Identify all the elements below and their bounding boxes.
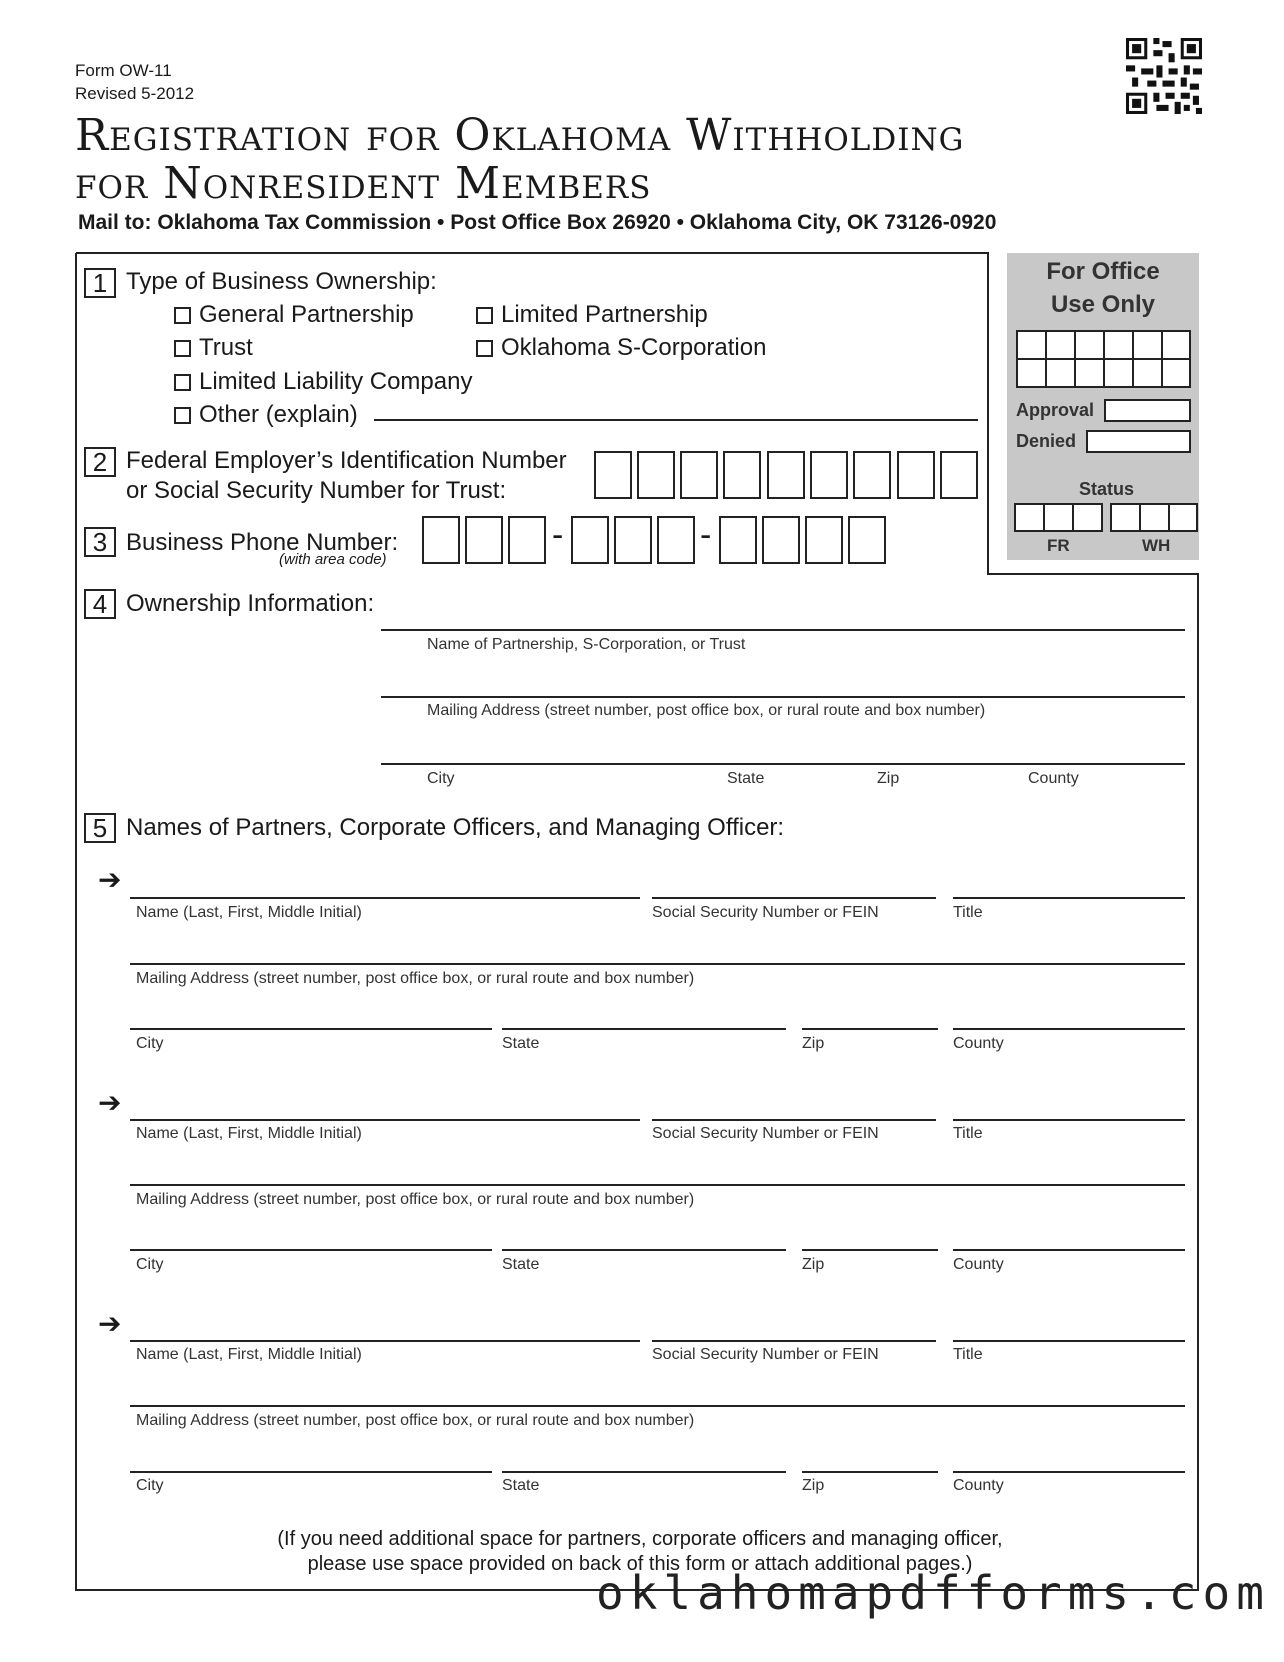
office-cell (1161, 330, 1191, 360)
checkbox[interactable] (174, 407, 191, 424)
option-general-partnership[interactable]: General Partnership (174, 301, 414, 329)
partner-3-ssn-caption: Social Security Number or FEIN (652, 1346, 879, 1363)
fein-digit-box[interactable] (637, 451, 675, 499)
office-cell (1045, 358, 1076, 388)
phone-digit-box[interactable] (805, 516, 843, 564)
partner-2-name-caption: Name (Last, First, Middle Initial) (136, 1125, 362, 1142)
checkbox[interactable] (476, 307, 493, 324)
partner-1-title-caption: Title (953, 904, 983, 921)
fein-digit-box[interactable] (680, 451, 718, 499)
partner-3-county-line[interactable] (953, 1471, 1185, 1473)
partner-3-zip-line[interactable] (802, 1471, 938, 1473)
phone-digit-box[interactable] (848, 516, 886, 564)
arrow-right-icon: ➔ (98, 864, 122, 895)
form-number: Form OW-11 (75, 61, 172, 80)
phone-digit-box[interactable] (571, 516, 609, 564)
office-approval-field (1104, 399, 1191, 422)
partner-1-county-caption: County (953, 1035, 1004, 1052)
partner-3-state-line[interactable] (502, 1471, 786, 1473)
phone-digit-box[interactable] (422, 516, 460, 564)
partner-3-city-line[interactable] (130, 1471, 492, 1473)
office-cell (1132, 358, 1163, 388)
partner-1-county-line[interactable] (953, 1028, 1185, 1030)
office-status-cell (1139, 503, 1170, 532)
office-denied-label: Denied (1016, 431, 1077, 451)
section-1-label: Type of Business Ownership: (126, 268, 437, 295)
partner-1-city-caption: City (136, 1035, 164, 1052)
partner-1-address-caption: Mailing Address (street number, post office box, or rural route and box number) (136, 970, 695, 987)
entity-city-line[interactable] (381, 763, 1185, 765)
entity-city-caption: City (427, 770, 455, 787)
partner-1-address-line[interactable] (130, 963, 1185, 965)
section-1-number: 1 (84, 268, 116, 298)
phone-digit-box[interactable] (762, 516, 800, 564)
checkbox[interactable] (174, 374, 191, 391)
partner-2-city-line[interactable] (130, 1249, 492, 1251)
revision-date: Revised 5-2012 (75, 84, 195, 103)
fein-digit-box[interactable] (940, 451, 978, 499)
partner-2-state-caption: State (502, 1256, 540, 1273)
office-wh-label: WH (1142, 536, 1171, 555)
office-cell (1132, 330, 1163, 360)
entity-name-caption: Name of Partnership, S-Corporation, or Trust (427, 636, 746, 653)
option-oklahoma-s-corporation[interactable]: Oklahoma S-Corporation (476, 334, 766, 362)
office-status-cell (1072, 503, 1103, 532)
fein-digit-box[interactable] (897, 451, 935, 499)
partner-1-name-caption: Name (Last, First, Middle Initial) (136, 904, 362, 921)
office-status-cell (1168, 503, 1198, 532)
entity-address-line[interactable] (381, 696, 1185, 698)
fein-digit-box[interactable] (767, 451, 805, 499)
office-denied-field (1086, 430, 1191, 453)
additional-space-note-line2: please use space provided on back of this form or attach additional pages.) (307, 1553, 973, 1575)
partner-2-title-line[interactable] (953, 1119, 1185, 1121)
partner-2-ssn-line[interactable] (652, 1119, 936, 1121)
partner-2-county-caption: County (953, 1256, 1004, 1273)
office-cell (1016, 330, 1047, 360)
option-trust[interactable]: Trust (174, 334, 253, 362)
section-2-label-line1: Federal Employer’s Identification Number (126, 447, 567, 474)
watermark: oklahomapdfforms.com (596, 1566, 1270, 1620)
partner-1-zip-caption: Zip (802, 1035, 825, 1052)
partner-3-title-caption: Title (953, 1346, 983, 1363)
office-cell (1074, 330, 1105, 360)
entity-state-caption: State (727, 770, 765, 787)
office-cell (1016, 358, 1047, 388)
section-2-label-line2: or Social Security Number for Trust: (126, 477, 507, 504)
phone-digit-box[interactable] (719, 516, 757, 564)
office-cell (1045, 330, 1076, 360)
partner-2-zip-line[interactable] (802, 1249, 938, 1251)
section-2-number: 2 (84, 447, 116, 477)
office-status-cell (1110, 503, 1141, 532)
partner-2-ssn-caption: Social Security Number or FEIN (652, 1125, 879, 1142)
checkbox[interactable] (174, 307, 191, 324)
office-cell (1103, 358, 1134, 388)
other-explain-line[interactable] (374, 419, 978, 421)
partner-3-city-caption: City (136, 1477, 164, 1494)
arrow-right-icon: ➔ (98, 1308, 122, 1339)
partner-1-ssn-line[interactable] (652, 897, 936, 899)
fein-digit-box[interactable] (723, 451, 761, 499)
office-approval-label: Approval (1016, 400, 1095, 420)
section-4-label: Ownership Information: (126, 590, 375, 617)
partner-1-city-line[interactable] (130, 1028, 492, 1030)
office-use-panel (1007, 253, 1199, 560)
form-title-line2: for Nonresident Members (75, 158, 652, 209)
entity-address-caption: Mailing Address (street number, post office box, or rural route and box number) (427, 702, 986, 719)
section-4-number: 4 (84, 589, 116, 619)
office-status-cell (1014, 503, 1045, 532)
partner-2-county-line[interactable] (953, 1249, 1185, 1251)
office-title-line1: For Office (1046, 258, 1160, 285)
partner-1-state-line[interactable] (502, 1028, 786, 1030)
office-cell (1074, 358, 1105, 388)
phone-digit-box[interactable] (614, 516, 652, 564)
phone-dash: - (552, 516, 564, 554)
partner-3-ssn-line[interactable] (652, 1340, 936, 1342)
office-fr-label: FR (1047, 536, 1070, 555)
fein-digit-box[interactable] (810, 451, 848, 499)
entity-name-line[interactable] (381, 629, 1185, 631)
partner-2-name-line[interactable] (130, 1119, 640, 1121)
partner-3-address-line[interactable] (130, 1405, 1185, 1407)
partner-3-name-caption: Name (Last, First, Middle Initial) (136, 1346, 362, 1363)
arrow-right-icon: ➔ (98, 1087, 122, 1118)
mailing-instructions: Mail to: Oklahoma Tax Commission • Post Office Box 26920 • Oklahoma City, OK 73126-0920 (78, 211, 997, 234)
partner-2-title-caption: Title (953, 1125, 983, 1142)
office-status-label: Status (1079, 479, 1135, 499)
additional-space-note-line1: (If you need additional space for partners, corporate officers and managing officer, (277, 1528, 1003, 1550)
entity-zip-caption: Zip (877, 770, 900, 787)
partner-2-state-line[interactable] (502, 1249, 786, 1251)
checkbox[interactable] (174, 340, 191, 357)
fein-digit-box[interactable] (853, 451, 891, 499)
section-3-number: 3 (84, 527, 116, 557)
phone-dash: - (700, 516, 712, 554)
partner-2-city-caption: City (136, 1256, 164, 1273)
partner-2-address-line[interactable] (130, 1184, 1185, 1186)
partner-3-county-caption: County (953, 1477, 1004, 1494)
partner-3-address-caption: Mailing Address (street number, post office box, or rural route and box number) (136, 1412, 695, 1429)
office-title-line2: Use Only (1050, 291, 1156, 318)
partner-1-title-line[interactable] (953, 897, 1185, 899)
partner-1-name-line[interactable] (130, 897, 640, 899)
partner-3-title-line[interactable] (953, 1340, 1185, 1342)
partner-1-ssn-caption: Social Security Number or FEIN (652, 904, 879, 921)
partner-3-zip-caption: Zip (802, 1477, 825, 1494)
form-title-line1: Registration for Oklahoma Withholding (75, 110, 965, 161)
section-3-sublabel: (with area code) (279, 551, 387, 568)
fein-digit-box[interactable] (594, 451, 632, 499)
partner-2-address-caption: Mailing Address (street number, post office box, or rural route and box number) (136, 1191, 695, 1208)
option-limited-liability-company[interactable]: Limited Liability Company (174, 368, 472, 396)
entity-county-caption: County (1028, 770, 1079, 787)
section-5-label: Names of Partners, Corporate Officers, and Managing Officer: (126, 814, 785, 841)
partner-1-state-caption: State (502, 1035, 540, 1052)
phone-digit-box[interactable] (657, 516, 695, 564)
phone-digit-box[interactable] (508, 516, 546, 564)
office-cell (1161, 358, 1191, 388)
option-limited-partnership[interactable]: Limited Partnership (476, 301, 708, 329)
option-other[interactable]: Other (explain) (174, 401, 358, 429)
checkbox[interactable] (476, 340, 493, 357)
office-status-cell (1043, 503, 1074, 532)
partner-1-zip-line[interactable] (802, 1028, 938, 1030)
section-5-number: 5 (84, 813, 116, 843)
partner-2-zip-caption: Zip (802, 1256, 825, 1273)
phone-digit-box[interactable] (465, 516, 503, 564)
section-3-label: Business Phone Number: (126, 529, 399, 556)
partner-3-name-line[interactable] (130, 1340, 640, 1342)
partner-3-state-caption: State (502, 1477, 540, 1494)
office-cell (1103, 330, 1134, 360)
